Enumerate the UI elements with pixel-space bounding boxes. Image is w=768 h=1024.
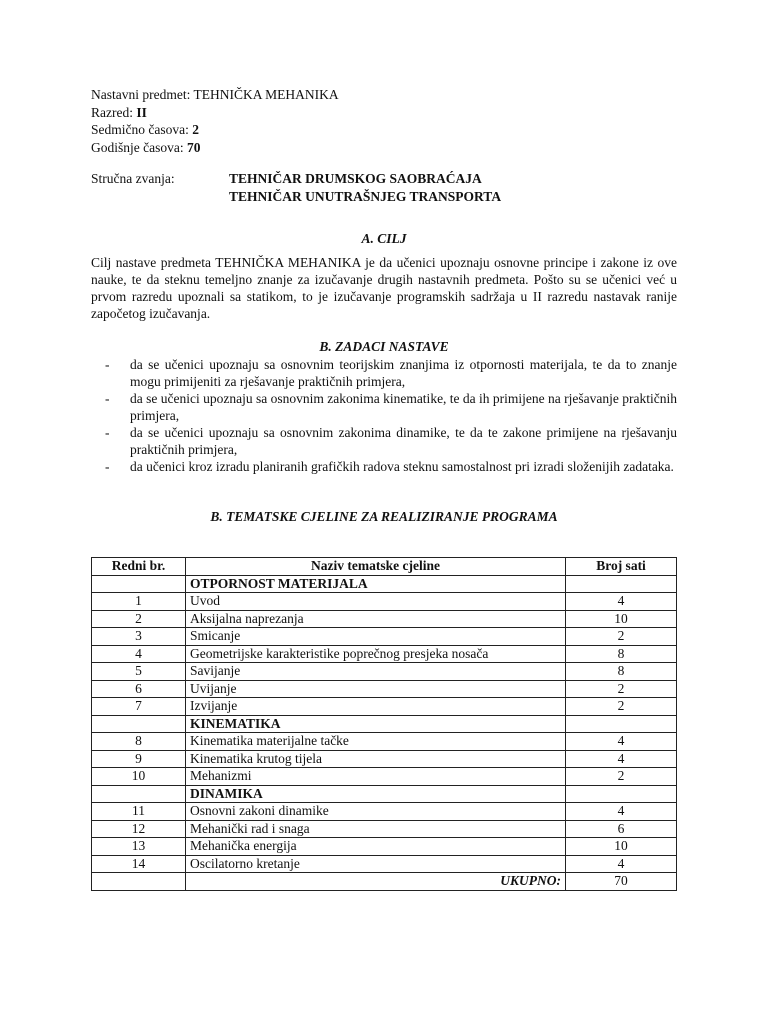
table-row: 14 Oscilatorno kretanje 4 [92, 855, 677, 873]
section-row: KINEMATIKA [92, 715, 677, 733]
subject-line [91, 86, 339, 104]
weekly-hours-line [91, 121, 339, 139]
tasks-list [91, 356, 677, 475]
total-row [92, 873, 677, 891]
table-row: 1 Uvod 4 [92, 593, 677, 611]
yearly-hours-line [91, 139, 339, 157]
table-row: 4 Geometrijske karakteristike poprečnog presjeka nosača 8 [92, 645, 677, 663]
vocations-label: Stručna zvanja: [91, 171, 175, 186]
table-row: 8 Kinematika materijalne tačke 4 [92, 733, 677, 751]
total-value: 70 [566, 873, 677, 891]
table-row: 7 Izvijanje 2 [92, 698, 677, 716]
list-item: - da se učenici upoznaju sa osnovnim zakonima dinamike, te da te zakone primijene na rješavanju praktičnih primjera, [105, 425, 677, 457]
section-b-heading: B. ZADACI NASTAVE [319, 339, 449, 354]
vocation-item: TEHNIČAR DRUMSKOG SAOBRAĆAJA [229, 171, 482, 186]
table-row: 11 Osnovni zakoni dinamike 4 [92, 803, 677, 821]
list-item: - da se učenici upoznaju sa osnovnim teorijskim znanjima iz otpornosti materijala, te da to znanje mogu primijeniti za rješavanje praktičnih primjera, [105, 357, 677, 389]
yearly-label: Godišnje časova: [91, 139, 184, 155]
vocations-list [229, 170, 501, 205]
vocation-item: TEHNIČAR UNUTRAŠNJEG TRANSPORTA [229, 188, 502, 204]
grade-value: II [136, 104, 147, 120]
table-row: 3 Smicanje 2 [92, 628, 677, 646]
grade-line [91, 104, 339, 122]
course-info [91, 86, 339, 156]
subject-label: Nastavni predmet: [91, 87, 191, 102]
section-c-heading: B. TEMATSKE CJELINE ZA REALIZIRANJE PROGRAMA [210, 509, 558, 524]
program-table [91, 557, 677, 891]
weekly-value: 2 [192, 122, 199, 137]
weekly-label: Sedmično časova: [91, 122, 189, 137]
table-row: 6 Uvijanje 2 [92, 680, 677, 698]
table-header-row [92, 558, 677, 576]
section-a-paragraph: Cilj nastave predmeta TEHNIČKA MEHANIKA je da učenici upoznaju osnovne principe i zakone iz ove nauke, te da steknu temeljno znanje za izučavanje drugih nastavnih predmeta. Pošto su se učenici već u prvom razredu upoznali sa statikom, to je izučavanje programskih sadržaja u II razredu nastavak ranije započetog izučavanja. [91, 255, 677, 321]
section-row: DINAMIKA [92, 785, 677, 803]
section-row: OTPORNOST MATERIJALA [92, 575, 677, 593]
grade-label: Razred: [91, 104, 133, 120]
table-row: 5 Savijanje 8 [92, 663, 677, 681]
total-label: UKUPNO: [186, 873, 566, 891]
table-row: 2 Aksijalna naprezanja 10 [92, 610, 677, 628]
section-a-heading: A. CILJ [361, 231, 407, 246]
column-header-hours: Broj sati [566, 558, 677, 576]
table-row: 9 Kinematika krutog tijela 4 [92, 750, 677, 768]
table-row: 10 Mehanizmi 2 [92, 768, 677, 786]
subject-value: TEHNIČKA MEHANIKA [193, 87, 339, 102]
table-row: 12 Mehanički rad i snaga 6 [92, 820, 677, 838]
list-item: - da se učenici upoznaju sa osnovnim zakonima kinematike, te da ih primijene na rješavanje praktičnih primjera, [105, 391, 677, 423]
column-header-name: Naziv tematske cjeline [186, 558, 566, 576]
list-item: - da učenici kroz izradu planiranih grafičkih radova steknu samostalnost pri izradi složenijih zadataka. [105, 459, 674, 474]
column-header-no: Redni br. [92, 558, 186, 576]
table-row: 13 Mehanička energija 10 [92, 838, 677, 856]
yearly-value: 70 [186, 139, 201, 155]
